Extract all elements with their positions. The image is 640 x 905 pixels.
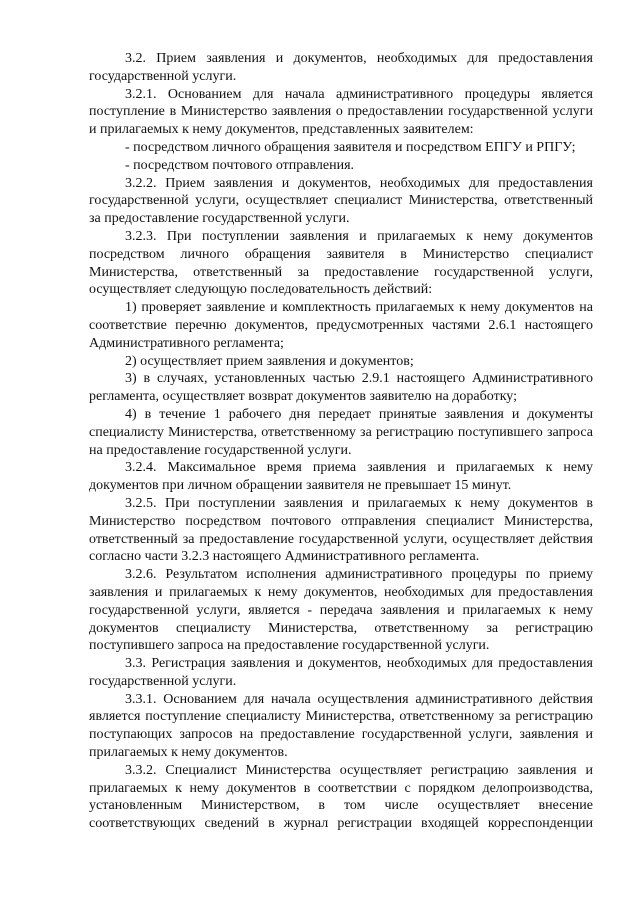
step-2: 2) осуществляет прием заявления и документов; bbox=[125, 353, 414, 369]
paragraph-3-2-3: 3.2.3. При поступлении заявления и прилагаемых к нему документов посредством личного обращения заявителя в Министерство специалист Министерства, ответственный за предоставление государственной услуги, осуществляет следующую последовательность действий: bbox=[89, 228, 593, 298]
paragraph-3-3-2: 3.3.2. Специалист Министерства осуществляет регистрацию заявления и прилагаемых к нему документов в соответствии с порядком делопроизводства, установленным Министерством, в том числе осуществляет внесение соответствующих сведений в журнал регистрации входящей корреспонденции bbox=[89, 762, 593, 832]
step-4: 4) в течение 1 рабочего дня передает принятые заявления и документы специалисту Министерства, ответственному за регистрацию поступившего запроса на предоставление государственной услуги. bbox=[89, 406, 593, 458]
document-page bbox=[89, 50, 593, 833]
step-3: 3) в случаях, установленных частью 2.9.1 настоящего Административного регламента, осуществляет возврат документов заявителю на доработку; bbox=[89, 371, 593, 405]
paragraph-3-3-1: 3.3.1. Основанием для начала осуществления административного действия является поступление специалисту Министерства, ответственному за регистрацию поступающих запросов на предоставление государственной услуги, заявления и прилагаемых к нему документов. bbox=[89, 691, 593, 761]
paragraph-3-2: 3.2. Прием заявления и документов, необходимых для предоставления государственной услуги. bbox=[89, 51, 593, 84]
paragraph-3-2-4: 3.2.4. Максимальное время приема заявления и прилагаемых к нему документов при личном обращении заявителя не превышает 15 минут. bbox=[89, 460, 593, 494]
paragraph-3-2-2: 3.2.2. Прием заявления и документов, необходимых для предоставления государственной услуги, осуществляет специалист Министерства, ответственный за предоставление государственной услуги. bbox=[89, 175, 593, 227]
paragraph-3-2-6: 3.2.6. Результатом исполнения административного процедуры по приему заявления и прилагаемых к нему документов, необходимых для предоставления государственной услуги, является - передача заявления и прилагаемых к нему документов специалисту Министерства, ответственному за регистрацию поступившего запроса на предоставление государственной услуги. bbox=[89, 567, 593, 654]
list-item-personal-epgu: - посредством личного обращения заявителя и посредством ЕПГУ и РПГУ; bbox=[125, 139, 576, 155]
paragraph-3-2-1: 3.2.1. Основанием для начала административного процедуры является поступление в Министерство заявления о предоставлении государственной услуги и прилагаемых к нему документов, представленных заявителем: bbox=[89, 86, 593, 138]
paragraph-3-3: 3.3. Регистрация заявления и документов, необходимых для предоставления государственной услуги. bbox=[89, 656, 593, 689]
paragraph-3-2-5: 3.2.5. При поступлении заявления и прилагаемых к нему документов в Министерство посредством почтового отправления специалист Министерства, ответственный за предоставление государственной услуги, осуществляет действия согласно части 3.2.3 настоящего Административного регламента. bbox=[89, 495, 593, 565]
step-1: 1) проверяет заявление и комплектность прилагаемых к нему документов на соответствие перечню документов, предусмотренных частями 2.6.1 настоящего Административного регламента; bbox=[89, 300, 593, 351]
list-item-postal: - посредством почтового отправления. bbox=[125, 157, 355, 173]
